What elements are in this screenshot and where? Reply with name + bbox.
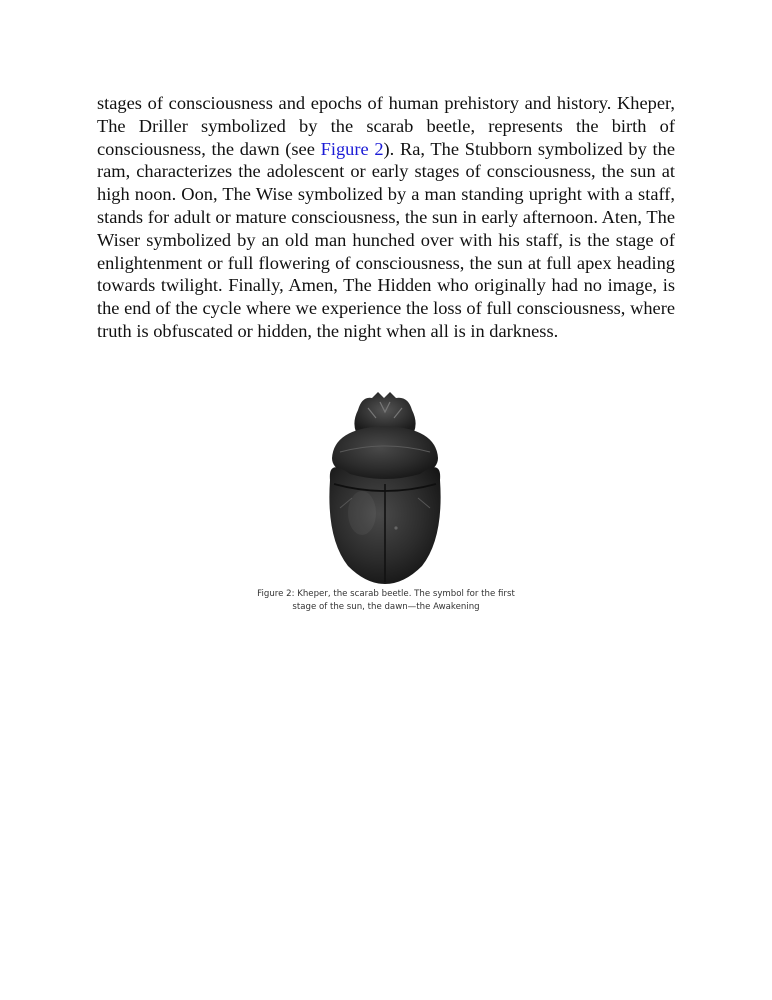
paragraph-text-end: ). Ra, The Stubborn symbolized by the ram, characterizes the adolescent or early stages of consciousness, the sun at high noon. Oon, The Wise symbolized by a man standing upright with a staff, stands for adult or mature consciousness, the sun in early afternoon. Aten, The Wiser symbolized by an old man hunched over with his staff, is the stage of enlightenment or full flowering of consciousness, the sun at full apex heading towards twilight. Finally, Amen, The Hidden who originally had no image, is the end of the cycle where we experience the loss of full consciousness, where truth is obfuscated or hidden, the night when all is in darkness. [97, 138, 675, 341]
figure-2-link[interactable]: Figure 2 [320, 138, 384, 159]
body-paragraph [97, 92, 675, 343]
figure-caption [250, 588, 522, 613]
figure-2 [250, 388, 520, 628]
scarab-beetle-image [310, 388, 460, 584]
caption-line-2: stage of the sun, the dawn—the Awakening [292, 601, 480, 612]
caption-line-1: Figure 2: Kheper, the scarab beetle. The symbol for the first [257, 589, 515, 599]
paragraph-text-start: stages of consciousness and epochs of human prehistory and history. Kheper, The Driller symbolized by the scarab beetle, represents the birth of consciousness, the dawn (see [97, 93, 675, 159]
